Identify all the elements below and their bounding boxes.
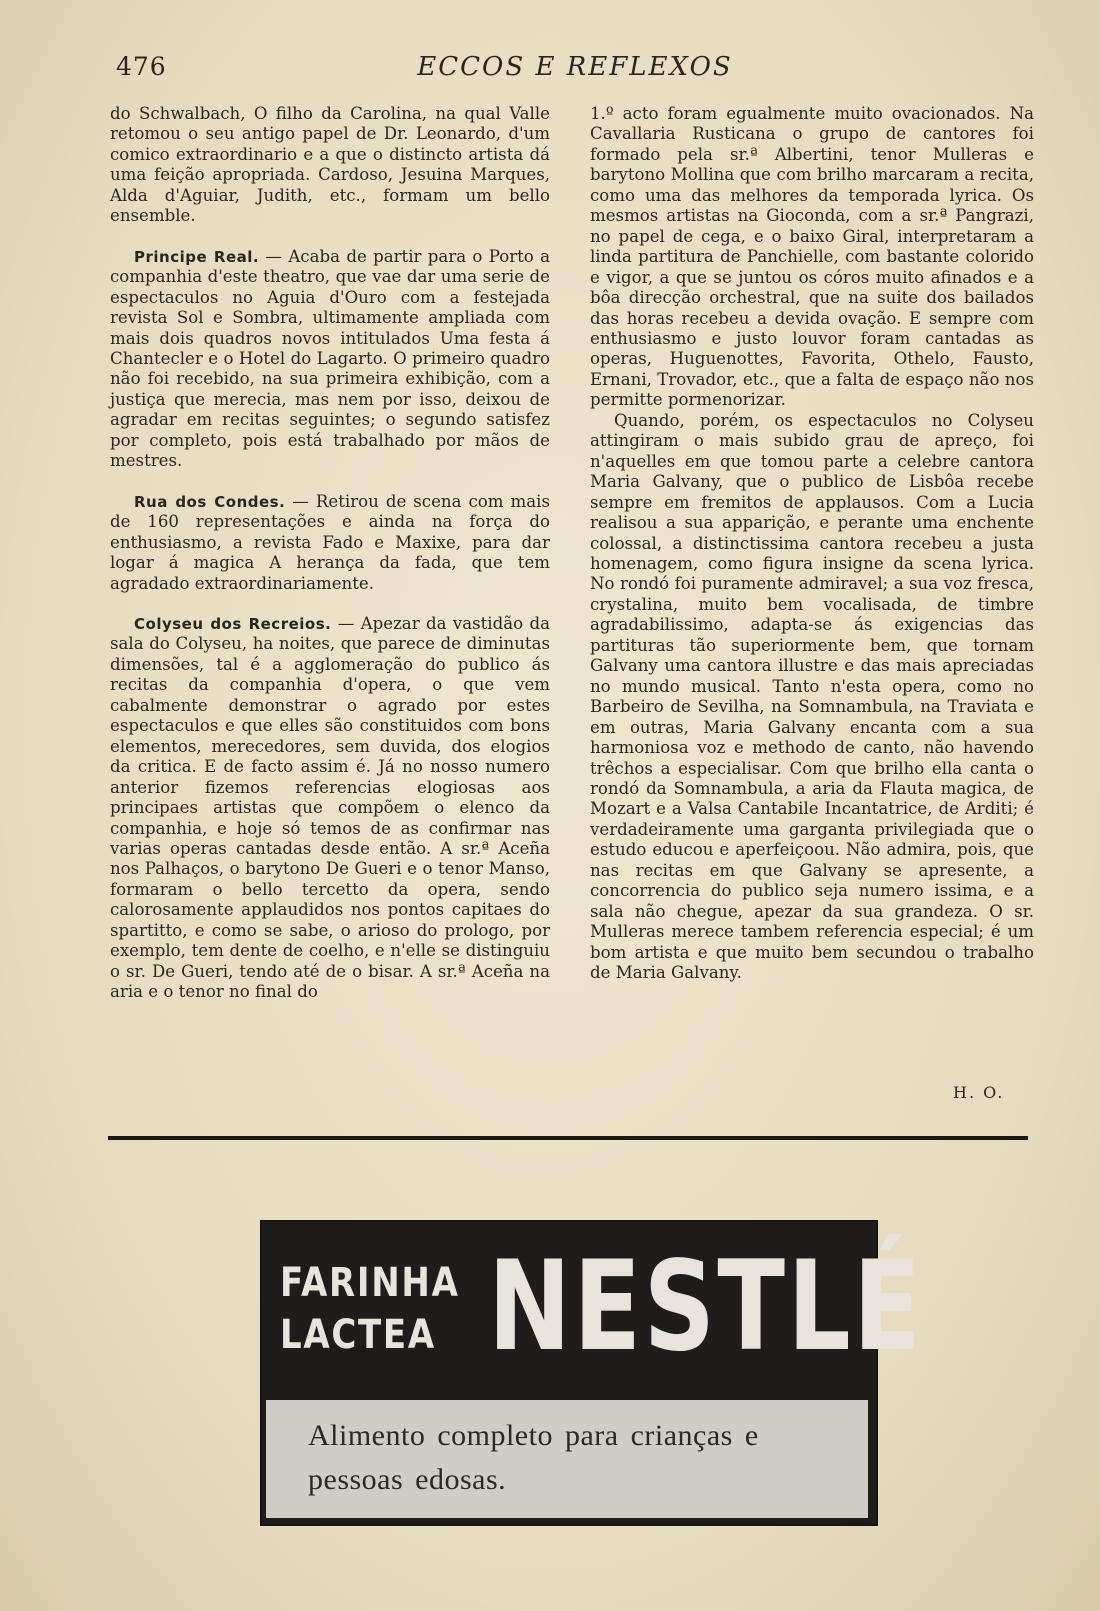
section-heading: Colyseu dos Recreios. bbox=[134, 614, 332, 633]
ad-line-1: FARINHA bbox=[280, 1260, 460, 1306]
article-paragraph-colyseu bbox=[110, 614, 550, 1003]
article-paragraph-principe-real bbox=[110, 247, 550, 472]
article-paragraph: 1.º acto foram egualmente muito ovacionados. Na Cavallaria Rusticana o grupo de cantores foi formado pela sr.ª Albertini, tenor Mulleras e barytono Mollina que com brilho marcaram a recita, como uma das melhores da temporada lyrica. Os mesmos artistas na Gioconda, com a sr.ª Pangrazi, no papel de cega, e o baixo Giral, interpretaram a linda partitura de Panchielle, com bastante colorido e vigor, a que se juntou os córos muito afinados e a bôa direcção orchestral, que na suite dos bailados das horas recebeu a devida ovação. E sempre com enthusiasmo e justo louvor foram cantadas as operas, Huguenottes, Favorita, Othelo, Fausto, Ernani, Trovador, etc., que a falta de espaço não nos permitte pormenorizar. bbox=[590, 104, 1034, 410]
paragraph-text: — Retirou de scena com mais de 160 representações e ainda na força do enthusiasmo, a revista Fado e Maxixe, para dar logar á magica A herança da fada, que tem agradado extraordinariamente. bbox=[110, 491, 550, 593]
article-paragraph-rua-dos-condes bbox=[110, 492, 550, 594]
right-column bbox=[590, 104, 1034, 983]
article-paragraph: do Schwalbach, O filho da Carolina, na qual Valle retomou o seu antigo papel de Dr. Leonardo, d'um comico extraordinario e a que o distincto artista dá uma feição apropriada. Cardoso, Jesuina Marques, Alda d'Aguiar, Judith, etc., formam um bello ensemble. bbox=[110, 104, 550, 226]
ad-brand-name: NESTLÉ bbox=[488, 1235, 924, 1379]
horizontal-divider bbox=[108, 1136, 1028, 1140]
ad-slogan-panel bbox=[266, 1400, 868, 1518]
section-heading: Principe Real. bbox=[134, 247, 260, 266]
section-heading: Rua dos Condes. bbox=[134, 492, 286, 511]
ad-slogan: Alimento completo para crianças e pessoas edosas. bbox=[308, 1419, 759, 1496]
paragraph-text: — Acaba de partir para o Porto a companhia d'este theatro, que vae dar uma serie de espectaculos no Aguia d'Ouro com a festejada revista Sol e Sombra, ultimamente ampliada com mais dois quadros novos intitulados Uma festa á Chantecler e o Hotel do Lagarto. O primeiro quadro não foi recebido, na sua primeira exhibição, com a justiça que merecia, mas nem por isso, deixou de agradar em recitas seguintes; o segundo satisfez por completo, pois está trabalhado por mãos de mestres. bbox=[110, 246, 550, 471]
author-signature: H. O. bbox=[953, 1083, 1005, 1102]
paragraph-text: — Apezar da vastidão da sala do Colyseu, ha noites, que parece de diminutas dimensões, tal é a agglomeração do publico ás recitas da companhia d'opera, o que vem cabalmente demonstrar o agrado por estes espectaculos e que elles são constituidos com bons elementos, merecedores, sem duvida, dos elogios da critica. E de facto assim é. Já no nosso numero anterior fizemos referencias elogiosas aos principaes artistas que compõem o elenco da companhia, e hoje só temos de as confirmar nas varias operas cantadas desde então. A sr.ª Aceña nos Palhaços, o barytono De Gueri e o tenor Manso, formaram o bello tercetto da opera, sendo calorosamente applaudidos nos pontos capitaes do spartitto, e como se sabe, o arioso do prologo, por exemplo, tem dente de coelho, e n'elle se distinguiu o sr. De Gueri, tendo até de o bisar. A sr.ª Aceña na aria e o tenor no final do bbox=[110, 613, 550, 1002]
running-title: ECCOS E REFLEXOS bbox=[417, 52, 733, 82]
ad-line-2: LACTEA bbox=[280, 1312, 436, 1358]
advertisement bbox=[260, 1220, 924, 1526]
ad-product-name bbox=[280, 1257, 460, 1361]
page-number: 476 bbox=[116, 52, 167, 81]
left-column bbox=[110, 104, 550, 1003]
article-paragraph: Quando, porém, os espectaculos no Colyseu attingiram o mais subido grau de apreço, foi n'aquelles em que tomou parte a celebre cantora Maria Galvany, que o publico de Lisbôa recebe sempre em fremitos de applausos. Com a Lucia realisou a sua apparição, e perante uma enchente colossal, a distinctissima cantora recebeu a justa homenagem, como figura insigne da scena lyrica. No rondó foi puramente admiravel; a sua voz fresca, crystalina, muito bem vocalisada, de timbre agradabilissimo, adapta-se ás exigencias das partituras tão superiormente bem, que tornam Galvany uma cantora illustre e das mais apreciadas no mundo musical. Tanto n'esta opera, como no Barbeiro de Sevilha, na Somnambula, na Traviata e em outras, Maria Galvany encanta com a sua harmoniosa voz e methodo de canto, não havendo trêchos a especialisar. Com que brilho ella canta o rondó da Somnambula, a aria da Flauta magica, de Mozart e a Valsa Cantabile Incantatrice, de Arditi; é verdadeiramente uma garganta privilegiada que o estudo educou e aperfeiçoou. Não admira, pois, que nas recitas em que Galvany se apresente, a concorrencia do publico seja numero issima, e a sala não chegue, apezar da sua grandeza. O sr. Mulleras merece tambem referencia especial; é um bom artista e que muito bem secundou o trabalho de Maria Galvany. bbox=[590, 410, 1034, 983]
